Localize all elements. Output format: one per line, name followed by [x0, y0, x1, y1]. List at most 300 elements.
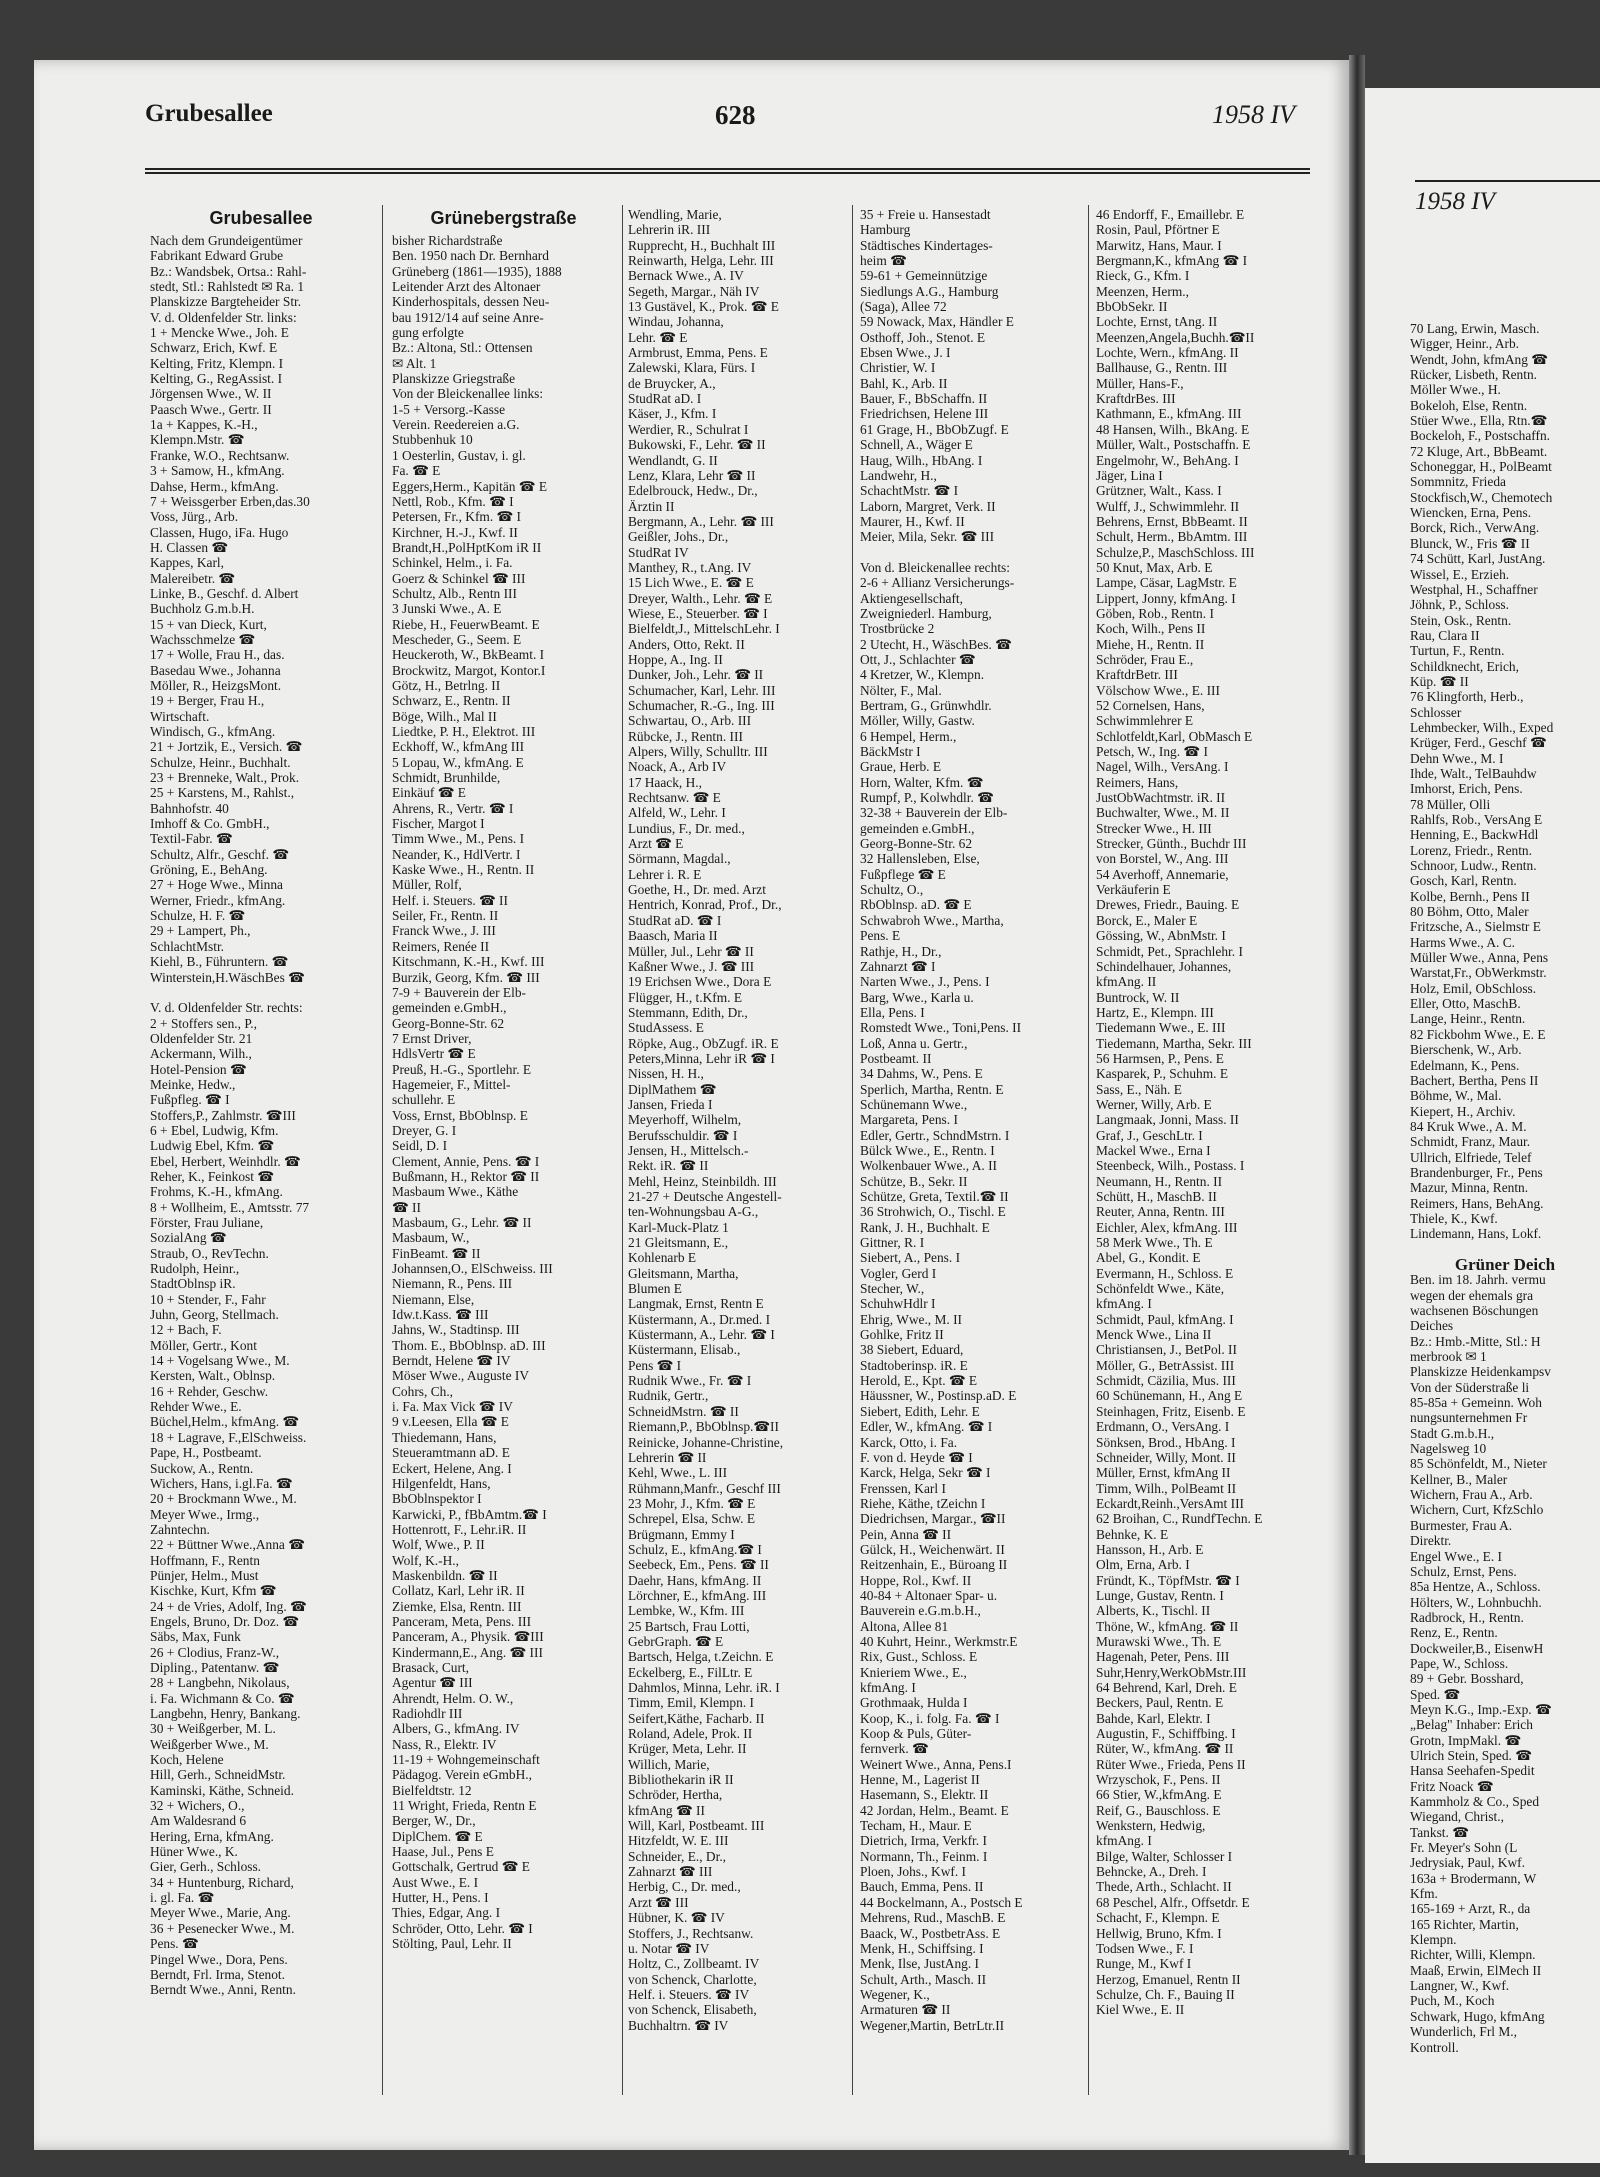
- directory-entry: Textil-Fabr. ☎: [150, 831, 233, 847]
- directory-entry: Hutter, H., Pens. I: [392, 1890, 489, 1906]
- directory-entry: Alfeld, W., Lehr. I: [628, 805, 726, 821]
- right-page: [1365, 88, 1600, 2163]
- directory-entry: Kelting, Fritz, Klempn. I: [150, 355, 284, 371]
- directory-entry: Vogler, Gerd I: [860, 1265, 937, 1281]
- directory-entry: Buchholz G.m.b.H.: [150, 601, 255, 617]
- directory-entry: KraftdrBes. III: [1096, 391, 1176, 407]
- directory-entry: Hasemann, S., Elektr. II: [860, 1787, 989, 1803]
- directory-entry: schullehr. E: [392, 1092, 456, 1108]
- directory-entry: Bahde, Karl, Elektr. I: [1096, 1710, 1211, 1726]
- directory-entry: Segeth, Margar., Näh IV: [628, 283, 760, 299]
- directory-entry: Hansa Seehafen-Spedit: [1410, 1763, 1535, 1779]
- directory-entry: Ahrendt, Helm. O. W.,: [392, 1690, 514, 1706]
- directory-entry: 36 Strohwich, O., Tischl. E: [860, 1204, 1006, 1220]
- directory-entry: Engels, Bruno, Dr. Doz. ☎: [150, 1613, 300, 1629]
- directory-entry: Reimers, Hans,: [1096, 774, 1179, 790]
- directory-entry: Kfm.: [1410, 1886, 1438, 1902]
- directory-entry: SchneidMstrn. ☎ II: [628, 1403, 739, 1419]
- directory-entry: Meenzen,Angela,Buchh.☎II: [1096, 329, 1255, 345]
- directory-entry: Krüger, Ferd., Geschf ☎: [1410, 735, 1547, 751]
- directory-entry: 78 Müller, Olli: [1410, 796, 1491, 812]
- directory-entry: Hölters, W., Lohnbuchh.: [1410, 1594, 1542, 1610]
- right-page-column: [1410, 321, 1600, 2055]
- directory-entry: StudRat IV: [628, 544, 689, 560]
- directory-entry: Bielfeldtstr. 12: [392, 1782, 472, 1798]
- directory-entry: Schulze, Ch. F., Bauing II: [1096, 1986, 1235, 2002]
- directory-entry: Windau, Johanna,: [628, 314, 724, 330]
- directory-entry: 62 Broihan, C., RundfTechn. E: [1096, 1511, 1263, 1527]
- directory-entry: Stockfisch,W., Chemotech: [1410, 489, 1553, 505]
- directory-entry: Rekt. iR. ☎ II: [628, 1158, 709, 1174]
- directory-entry: Dipling., Patentanw. ☎: [150, 1659, 280, 1675]
- directory-entry: Schmidt, Brunhilde,: [392, 770, 501, 786]
- directory-entry: 85-85a + Gemeinn. Woh: [1410, 1395, 1542, 1411]
- directory-entry: Hoppe, Rol., Kwf. II: [860, 1572, 972, 1588]
- directory-entry: Schneider, E., Dr.,: [628, 1848, 727, 1864]
- directory-entry: Juhn, Georg, Stellmach.: [150, 1307, 279, 1323]
- directory-entry: Ott, J., Schlachter ☎: [860, 651, 976, 667]
- directory-entry: Planskizze Griegstraße: [392, 371, 516, 387]
- directory-entry: Karck, Otto, i. Fa.: [860, 1434, 958, 1450]
- directory-entry: Sped. ☎: [1410, 1686, 1461, 1702]
- directory-entry: Haug, Wilh., HbAng. I: [860, 452, 983, 468]
- directory-entry: SchuhwHdlr I: [860, 1296, 936, 1312]
- header-rule-top: [145, 168, 1310, 170]
- directory-entry: von Schenck, Elisabeth,: [628, 2002, 757, 2018]
- directory-entry: Frenssen, Karl I: [860, 1480, 946, 1496]
- directory-entry: 11 Wright, Frieda, Rentn E: [392, 1798, 537, 1814]
- directory-entry: Gier, Gerh., Schloss.: [150, 1859, 262, 1875]
- directory-entry: Einkäuf ☎ E: [392, 785, 466, 801]
- directory-entry: Graf, J., GeschLtr. I: [1096, 1127, 1203, 1143]
- directory-entry: Langmaak, Jonni, Mass. II: [1096, 1112, 1239, 1128]
- directory-entry: Agentur ☎ III: [392, 1675, 473, 1691]
- directory-entry: Dahse, Herm., kfmAng.: [150, 478, 279, 494]
- directory-entry: Berndt, Frl. Irma, Stenot.: [150, 1966, 286, 1982]
- directory-entry: 36 + Pesenecker Wwe., M.: [150, 1920, 295, 1936]
- directory-entry: Neumann, H., Rentn. II: [1096, 1173, 1223, 1189]
- directory-entry: 59-61 + Gemeinnützige: [860, 268, 988, 284]
- directory-entry: 34 Dahms, W., Pens. E: [860, 1066, 983, 1082]
- directory-entry: 1 Oesterlin, Gustav, i. gl.: [392, 447, 526, 463]
- directory-entry: Kinderhospitals, dessen Neu-: [392, 294, 550, 310]
- directory-entry: Georg-Bonne-Str. 62: [860, 836, 973, 852]
- directory-entry: Manthey, R., t.Ang. IV: [628, 559, 752, 575]
- directory-entry: Förster, Frau Juliane,: [150, 1215, 264, 1230]
- directory-entry: Lunge, Gustav, Rentn. I: [1096, 1587, 1224, 1603]
- directory-entry: Rau, Clara II: [1410, 627, 1480, 643]
- directory-entry: Goerz & Schinkel ☎ III: [392, 570, 526, 586]
- directory-entry: Möller, Willy, Gastw.: [860, 713, 975, 729]
- directory-entry: 56 Harmsen, P., Pens. E: [1096, 1050, 1224, 1066]
- directory-entry: Koop & Puls, Güter-: [860, 1726, 972, 1742]
- directory-entry: 32-38 + Bauverein der Elb-: [860, 805, 1008, 821]
- directory-entry: 25 + Karstens, M., Rahlst.,: [150, 785, 295, 801]
- directory-entry: Schacht, F., Klempn. E: [1096, 1910, 1220, 1926]
- directory-entry: Eckardt,Reinh.,VersAmt III: [1096, 1495, 1244, 1511]
- directory-entry: 48 Hansen, Wilh., BkAng. E: [1096, 421, 1250, 437]
- directory-entry: Haase, Jul., Pens E: [392, 1844, 494, 1860]
- directory-entry: Holz, Emil, ObSchloss.: [1410, 980, 1537, 996]
- directory-entry: Warstat,Fr., ObWerkmstr.: [1410, 965, 1547, 981]
- directory-entry: 10 + Stender, F., Fahr: [150, 1291, 266, 1307]
- directory-column-4: [860, 207, 1080, 2033]
- directory-entry: Pape, W., Schloss.: [1410, 1655, 1509, 1671]
- directory-entry: Bibliothekarin iR II: [628, 1772, 734, 1788]
- directory-entry: Behnke, K. E: [1096, 1526, 1169, 1542]
- directory-entry: Berndt Wwe., Anni, Rentn.: [150, 1982, 296, 1998]
- directory-entry: Steenbeck, Wilh., Postass. I: [1096, 1158, 1245, 1174]
- directory-entry: Rübcke, J., Rentn. III: [628, 728, 743, 744]
- directory-entry: Collatz, Karl, Lehr iR. II: [392, 1583, 525, 1599]
- directory-entry: Niemann, Else,: [392, 1291, 475, 1307]
- directory-entry: Burzik, Georg, Kfm. ☎ III: [392, 969, 540, 985]
- directory-entry: Masbaum, W.,: [392, 1230, 470, 1246]
- directory-entry: 29 + Lampert, Ph.,: [150, 923, 251, 939]
- directory-entry: Bauch, Emma, Pens. II: [860, 1879, 984, 1895]
- directory-entry: Küstermann, Elisab.,: [628, 1342, 741, 1358]
- directory-entry: Menk, H., Schiffsing. I: [860, 1940, 984, 1956]
- directory-entry: Tankst. ☎: [1410, 1824, 1469, 1840]
- directory-entry: Langbehn, Henry, Bankang.: [150, 1706, 301, 1721]
- directory-entry: Buchhaltrn. ☎ IV: [628, 2017, 729, 2033]
- directory-entry: RbOblnsp. aD. ☎ E: [860, 897, 972, 913]
- directory-entry: Todsen Wwe., F. I: [1096, 1940, 1194, 1956]
- directory-entry: 14 + Vogelsang Wwe., M.: [150, 1353, 290, 1369]
- directory-entry: Berger, W., Dr.,: [392, 1813, 476, 1829]
- directory-entry: Säbs, Max, Funk: [150, 1629, 241, 1645]
- directory-entry: kfmAng. II: [1096, 974, 1157, 990]
- directory-entry: 7 Ernst Driver,: [392, 1030, 472, 1046]
- directory-entry: Thom. E., BbOblnsp. aD. III: [392, 1337, 546, 1353]
- right-page-header: [1415, 188, 1495, 216]
- directory-entry: Nettl, Rob., Kfm. ☎ I: [392, 493, 514, 509]
- directory-entry: JustObWachtmstr. iR. II: [1096, 790, 1226, 806]
- directory-entry: Gittner, R. I: [860, 1235, 925, 1251]
- directory-entry: Wendt, John, kfmAng ☎: [1410, 351, 1548, 367]
- directory-entry: Holtz, C., Zollbeamt. IV: [628, 1956, 760, 1972]
- directory-entry: V. d. Oldenfelder Str. links:: [150, 309, 297, 325]
- directory-entry: (Saga), Allee 72: [860, 299, 947, 315]
- directory-entry: Wichern, Curt, KfzSchlo: [1410, 1502, 1544, 1518]
- directory-entry: Fußpfleg. ☎ I: [150, 1092, 230, 1108]
- directory-entry: ✉ Alt. 1: [392, 355, 437, 371]
- directory-entry: 2 + Stoffers sen., P.,: [150, 1015, 257, 1031]
- directory-entry: Götz, H., Betrlng. II: [392, 677, 501, 693]
- directory-entry: Lorenz, Friedr., Rentn.: [1410, 842, 1532, 858]
- directory-entry: 85a Hentze, A., Schloss.: [1410, 1579, 1541, 1595]
- directory-entry: Maurer, H., Kwf. II: [860, 513, 965, 529]
- directory-entry: Rudolph, Heinr.,: [150, 1261, 240, 1277]
- directory-entry: Eichler, Alex, kfmAng. III: [1096, 1219, 1238, 1235]
- directory-entry: Borck, Rich., VerwAng.: [1410, 520, 1540, 536]
- directory-entry: Pünjer, Helm., Must: [150, 1567, 259, 1583]
- directory-entry: Masbaum, G., Lehr. ☎ II: [392, 1215, 532, 1230]
- directory-entry: Göben, Rob., Rentn. I: [1096, 605, 1214, 621]
- directory-entry: Lehrerin ☎ II: [628, 1449, 707, 1465]
- directory-entry: kfmAng ☎ II: [628, 1802, 705, 1818]
- directory-entry: Schnoor, Ludw., Rentn.: [1410, 858, 1537, 874]
- directory-entry: Stadtoberinsp. iR. E: [860, 1357, 968, 1373]
- directory-entry: Rudnik Wwe., Fr. ☎ I: [628, 1373, 752, 1389]
- directory-entry: Kelting, G., RegAssist. I: [150, 371, 283, 387]
- directory-entry: Noack, A., Arb IV: [628, 759, 727, 775]
- directory-entry: Idw.t.Kass. ☎ III: [392, 1307, 489, 1323]
- directory-entry: 1-5 + Versorg.-Kasse: [392, 401, 506, 417]
- directory-entry: Petersen, Fr., Kfm. ☎ I: [392, 509, 521, 525]
- directory-entry: Reinicke, Johanne-Christine,: [628, 1434, 784, 1450]
- directory-entry: Schmidt, Franz, Maur.: [1410, 1134, 1531, 1150]
- directory-entry: Wiese, E., Steuerber. ☎ I: [628, 605, 768, 621]
- directory-entry: Baasch, Maria II: [628, 928, 718, 944]
- directory-entry: von Schenck, Charlotte,: [628, 1971, 757, 1987]
- directory-entry: 4 Kretzer, W., Klempn.: [860, 667, 985, 683]
- directory-entry: Clement, Annie, Pens. ☎ I: [392, 1153, 540, 1169]
- directory-entry: Grotn, ImpMakl. ☎: [1410, 1732, 1522, 1748]
- directory-entry: Wegener,Martin, BetrLtr.II: [860, 2017, 1005, 2033]
- directory-entry: 6 Hempel, Herm.,: [860, 728, 957, 744]
- directory-entry: Margareta, Pens. I: [860, 1112, 958, 1128]
- directory-entry: Wirtschaft.: [150, 708, 210, 724]
- directory-entry: Hoffmann, F., Rentn: [150, 1552, 260, 1568]
- directory-entry: Blumen E: [628, 1281, 682, 1297]
- header-page-number: 628: [715, 100, 756, 130]
- directory-entry: Mescheder, G., Seem. E: [392, 631, 522, 647]
- directory-entry: Nölter, F., Mal.: [860, 682, 942, 698]
- directory-entry: Bergmann,K., kfmAng ☎ I: [1096, 253, 1248, 269]
- directory-entry: Frohms, K.-H., kfmAng.: [150, 1184, 283, 1200]
- directory-entry: Schmidt, Pet., Sprachlehr. I: [1096, 943, 1243, 959]
- directory-entry: 74 Schütt, Karl, JustAng.: [1410, 551, 1546, 567]
- directory-entry: Voss, Ernst, BbOblnsp. E: [392, 1107, 528, 1123]
- directory-entry: Schröder, Hertha,: [628, 1787, 723, 1803]
- directory-entry: 25 Bartsch, Frau Lotti,: [628, 1618, 750, 1634]
- directory-entry: Reif, G., Bauschloss. E: [1096, 1802, 1221, 1818]
- directory-entry: Planskizze Heidenkampsv: [1410, 1364, 1551, 1380]
- directory-entry: Möller, G., BetrAssist. III: [1096, 1357, 1235, 1373]
- directory-entry: Jöhnk, P., Schloss.: [1410, 597, 1509, 613]
- directory-entry: Lenz, Klara, Lehr ☎ II: [628, 467, 756, 483]
- directory-entry: Schulze, Heinr., Buchhalt.: [150, 754, 291, 770]
- directory-entry: Karwicki, P., fBbAmtm.☎ I: [392, 1506, 547, 1522]
- directory-entry: Eckhoff, W., kfmAng III: [392, 739, 525, 755]
- directory-entry: Bz.: Altona, Stl.: Ottensen: [392, 340, 533, 356]
- directory-entry: Preuß, H.-G., Sportlehr. E: [392, 1061, 532, 1077]
- directory-entry: Böhme, W., Mal.: [1410, 1088, 1502, 1104]
- directory-entry: Edler, W., kfmAng. ☎ I: [860, 1419, 993, 1435]
- directory-entry: Bilge, Walter, Schlosser I: [1096, 1848, 1233, 1864]
- directory-entry: Ehrig, Wwe., M. II: [860, 1311, 963, 1327]
- directory-entry: Ullrich, Elfriede, Telef: [1410, 1149, 1532, 1165]
- directory-entry: Dunker, Joh., Lehr. ☎ II: [628, 667, 764, 683]
- directory-entry: Kappes, Karl,: [150, 555, 224, 571]
- directory-entry: Büchel,Helm., kfmAng. ☎: [150, 1414, 300, 1430]
- directory-entry: Pens. ☎: [150, 1936, 199, 1952]
- directory-entry: Kaßner Wwe., J. ☎ III: [628, 958, 755, 974]
- directory-entry: Timm, Emil, Klempn. I: [628, 1695, 754, 1711]
- directory-entry: Aktiengesellschaft,: [860, 590, 963, 606]
- directory-entry: Hagemeier, F., Mittel-: [392, 1076, 511, 1092]
- directory-entry: 3 Junski Wwe., A. E: [392, 601, 502, 617]
- directory-entry: Ebel, Herbert, Weinhdlr. ☎: [150, 1153, 301, 1169]
- directory-entry: Tiedemann Wwe., E. III: [1096, 1020, 1226, 1036]
- directory-entry: stedt, Stl.: Rahlstedt ✉ Ra. 1: [150, 279, 305, 295]
- directory-entry: Riemann,P., BbOblnsp.☎II: [628, 1419, 779, 1435]
- directory-entry: Kiepert, H., Archiv.: [1410, 1103, 1516, 1119]
- directory-entry: Dehn Wwe., M. I: [1410, 750, 1504, 766]
- directory-entry: Lembke, W., Kfm. III: [628, 1603, 745, 1619]
- directory-entry: von Borstel, W., Ang. III: [1096, 851, 1229, 867]
- directory-entry: Ben. im 18. Jahrh. vermu: [1410, 1272, 1546, 1288]
- directory-entry: Koch, Helene: [150, 1752, 224, 1768]
- column-divider: [382, 205, 383, 2095]
- directory-entry: Schönfeldt Wwe., Käte,: [1096, 1281, 1225, 1297]
- directory-entry: Küstermann, A., Dr.med. I: [628, 1311, 771, 1327]
- directory-entry: Diedrichsen, Margar., ☎II: [860, 1511, 1006, 1527]
- directory-entry: Rüter Wwe., Frieda, Pens II: [1096, 1756, 1246, 1772]
- directory-entry: Stubbenhuk 10: [392, 432, 473, 448]
- directory-entry: BäckMstr I: [860, 744, 921, 760]
- directory-entry: Wichers, Hans, i.gl.Fa. ☎: [150, 1475, 293, 1491]
- directory-entry: i. gl. Fa. ☎: [150, 1890, 215, 1906]
- directory-entry: Seidl, D. I: [392, 1138, 448, 1154]
- directory-entry: Schlosser: [1410, 704, 1462, 720]
- directory-entry: 40 Kuhrt, Heinr., Werkmstr.E: [860, 1633, 1018, 1649]
- directory-entry: Schulze, H. F. ☎: [150, 908, 246, 924]
- directory-entry: Will, Karl, Postbeamt. III: [628, 1818, 765, 1834]
- directory-entry: Weißgerber Wwe., M.: [150, 1736, 269, 1752]
- directory-entry: Bußmann, H., Rektor ☎ II: [392, 1168, 540, 1184]
- directory-entry: Voss, Jürg., Arb.: [150, 509, 239, 525]
- directory-entry: 22 + Büttner Wwe.,Anna ☎: [150, 1537, 305, 1553]
- directory-entry: Wiegand, Christ.,: [1410, 1809, 1504, 1825]
- directory-entry: Jansen, Frieda I: [628, 1096, 713, 1112]
- directory-entry: Hüner Wwe., K.: [150, 1844, 238, 1860]
- directory-entry: Reinwarth, Helga, Lehr. III: [628, 253, 774, 269]
- directory-entry: 80 Böhm, Otto, Maler: [1410, 904, 1529, 920]
- directory-entry: Müller, Rolf,: [392, 877, 462, 893]
- directory-entry: Kammholz & Co., Sped: [1410, 1794, 1540, 1809]
- right-header-rule: [1415, 180, 1600, 182]
- directory-entry: Stoffers, J., Rechtsanw.: [628, 1925, 754, 1941]
- directory-entry: Schwarz, Erich, Kwf. E: [150, 340, 278, 356]
- directory-entry: gemeinden e.GmbH.,: [860, 820, 975, 836]
- directory-entry: Bernack Wwe., A. IV: [628, 268, 744, 284]
- directory-entry: Schmidt, Paul, kfmAng. I: [1096, 1311, 1234, 1327]
- directory-entry: Eckelberg, E., FilLtr. E: [628, 1664, 753, 1680]
- directory-entry: Rix, Gust., Schloss. E: [860, 1649, 978, 1665]
- directory-entry: Eggers,Herm., Kapitän ☎ E: [392, 478, 548, 494]
- directory-entry: Engel Wwe., E. I: [1410, 1548, 1502, 1564]
- directory-entry: Brügmann, Emmy I: [628, 1526, 735, 1542]
- directory-entry: heim ☎: [860, 253, 907, 269]
- directory-entry: Ploen, Johs., Kwf. I: [860, 1864, 967, 1880]
- directory-entry: Engelmohr, W., BehAng. I: [1096, 452, 1239, 468]
- directory-entry: Wigger, Heinr., Arb.: [1410, 336, 1519, 352]
- directory-entry: Müller, Walt., Postschaffn. E: [1096, 437, 1251, 453]
- directory-entry: Kirchner, H.-J., Kwf. II: [392, 524, 518, 540]
- directory-entry: Gottschalk, Gertrud ☎ E: [392, 1859, 530, 1875]
- directory-entry: Altona, Allee 81: [860, 1618, 949, 1634]
- directory-entry: Olm, Erna, Arb. I: [1096, 1557, 1190, 1573]
- directory-entry: Kohlenarb E: [628, 1250, 697, 1266]
- directory-entry: Steinhagen, Fritz, Eisenb. E: [1096, 1403, 1246, 1419]
- directory-entry: Rüter, W., kfmAng. ☎ II: [1096, 1741, 1234, 1757]
- directory-entry: Eller, Otto, MaschB.: [1410, 996, 1521, 1012]
- directory-entry: Bukowski, F., Lehr. ☎ II: [628, 437, 766, 453]
- directory-entry: Langmak, Ernst, Rentn E: [628, 1296, 764, 1312]
- directory-entry: wachsenen Böschungen: [1410, 1303, 1539, 1318]
- directory-entry: StudRat aD. ☎ I: [628, 912, 722, 928]
- directory-entry: Neander, K., HdlVertr. I: [392, 846, 521, 862]
- directory-entry: Pens ☎ I: [628, 1357, 682, 1373]
- directory-entry: Nass, R., Elektr. IV: [392, 1736, 497, 1752]
- directory-entry: Postbeamt. II: [860, 1050, 932, 1066]
- directory-entry: Schünemann Wwe.,: [860, 1096, 968, 1112]
- directory-entry: Grüneberg (1861—1935), 1888: [392, 263, 562, 279]
- directory-entry: Bertram, G., Grünwhdlr.: [860, 698, 992, 713]
- directory-entry: Wenkstern, Hedwig,: [1096, 1818, 1206, 1834]
- directory-entry: 66 Stier, W.,kfmAng. E: [1096, 1787, 1222, 1803]
- directory-entry: 2-6 + Allianz Versicherungs-: [860, 575, 1015, 591]
- directory-entry: Möller, R., HeizgsMont.: [150, 677, 282, 693]
- directory-entry: 85 Schönfeldt, M., Nieter: [1410, 1456, 1547, 1472]
- directory-entry: Siedlungs A.G., Hamburg: [860, 283, 999, 299]
- directory-entry: Georg-Bonne-Str. 62: [392, 1015, 505, 1031]
- directory-entry: 82 Fickbohm Wwe., E. E: [1410, 1026, 1546, 1042]
- directory-entry: Bahnhofstr. 40: [150, 800, 229, 816]
- directory-entry: Schütze, Greta, Textil.☎ II: [860, 1189, 1009, 1204]
- directory-entry: 165-169 + Arzt, R., da: [1410, 1901, 1531, 1917]
- directory-entry: Fabrikant Edward Grube: [150, 248, 284, 264]
- directory-entry: Wiencken, Erna, Pens.: [1410, 505, 1532, 521]
- directory-entry: Ihde, Walt., TelBauhdw: [1410, 765, 1537, 781]
- directory-entry: 44 Bockelmann, A., Postsch E: [860, 1894, 1023, 1910]
- directory-entry: Sommnitz, Frieda: [1410, 474, 1506, 490]
- directory-entry: Dreyer, G. I: [392, 1122, 457, 1138]
- directory-entry: Heuckeroth, W., BkBeamt. I: [392, 647, 545, 663]
- directory-entry: Wrzyschok, F., Pens. II: [1096, 1772, 1221, 1788]
- directory-entry: 19 Erichsen Wwe., Dora E: [628, 974, 772, 990]
- column-divider: [622, 205, 623, 2095]
- directory-entry: Lochte, Wern., kfmAng. II: [1096, 345, 1239, 361]
- directory-entry: Schoneggar, H., PolBeamt: [1410, 459, 1552, 475]
- directory-entry: Wachsschmelze ☎: [150, 631, 256, 647]
- directory-entry: KraftdrBetr. III: [1096, 667, 1178, 683]
- directory-entry: Schwabroh Wwe., Martha,: [860, 912, 1004, 928]
- directory-entry: Edelbrouck, Hedw., Dr.,: [628, 483, 758, 499]
- directory-entry: 58 Merk Wwe., Th. E: [1096, 1235, 1213, 1251]
- directory-entry: Imhorst, Erich, Pens.: [1410, 781, 1523, 797]
- directory-entry: 26 + Clodius, Franz-W.,: [150, 1644, 280, 1660]
- directory-entry: Maskenbildn. ☎ II: [392, 1567, 498, 1583]
- directory-entry: Rumpf, P., Kolwhdlr. ☎: [860, 790, 994, 806]
- directory-entry: Mazur, Minna, Rentn.: [1410, 1180, 1529, 1196]
- directory-entry: Klempn.Mstr. ☎: [150, 432, 245, 448]
- directory-entry: Christier, W. I: [860, 360, 936, 376]
- directory-entry: Alberts, K., Tischl. II: [1096, 1603, 1211, 1619]
- directory-entry: Zweigniederl. Hamburg,: [860, 605, 992, 621]
- directory-entry: Riehe, Käthe, tZeichn I: [860, 1495, 986, 1511]
- directory-entry: Lundius, F., Dr. med.,: [628, 820, 745, 836]
- directory-entry: Ulrich Stein, Sped. ☎: [1410, 1747, 1532, 1763]
- directory-entry: Hansson, H., Arb. E: [1096, 1541, 1204, 1557]
- directory-entry: Miehe, H., Rentn. II: [1096, 636, 1205, 652]
- directory-entry: Schmidt, Cäzilia, Mus. III: [1096, 1373, 1236, 1389]
- directory-entry: Aust Wwe., E. I: [392, 1874, 479, 1890]
- directory-entry: Kontroll.: [1410, 2039, 1459, 2055]
- directory-entry: SozialAng ☎: [150, 1230, 227, 1246]
